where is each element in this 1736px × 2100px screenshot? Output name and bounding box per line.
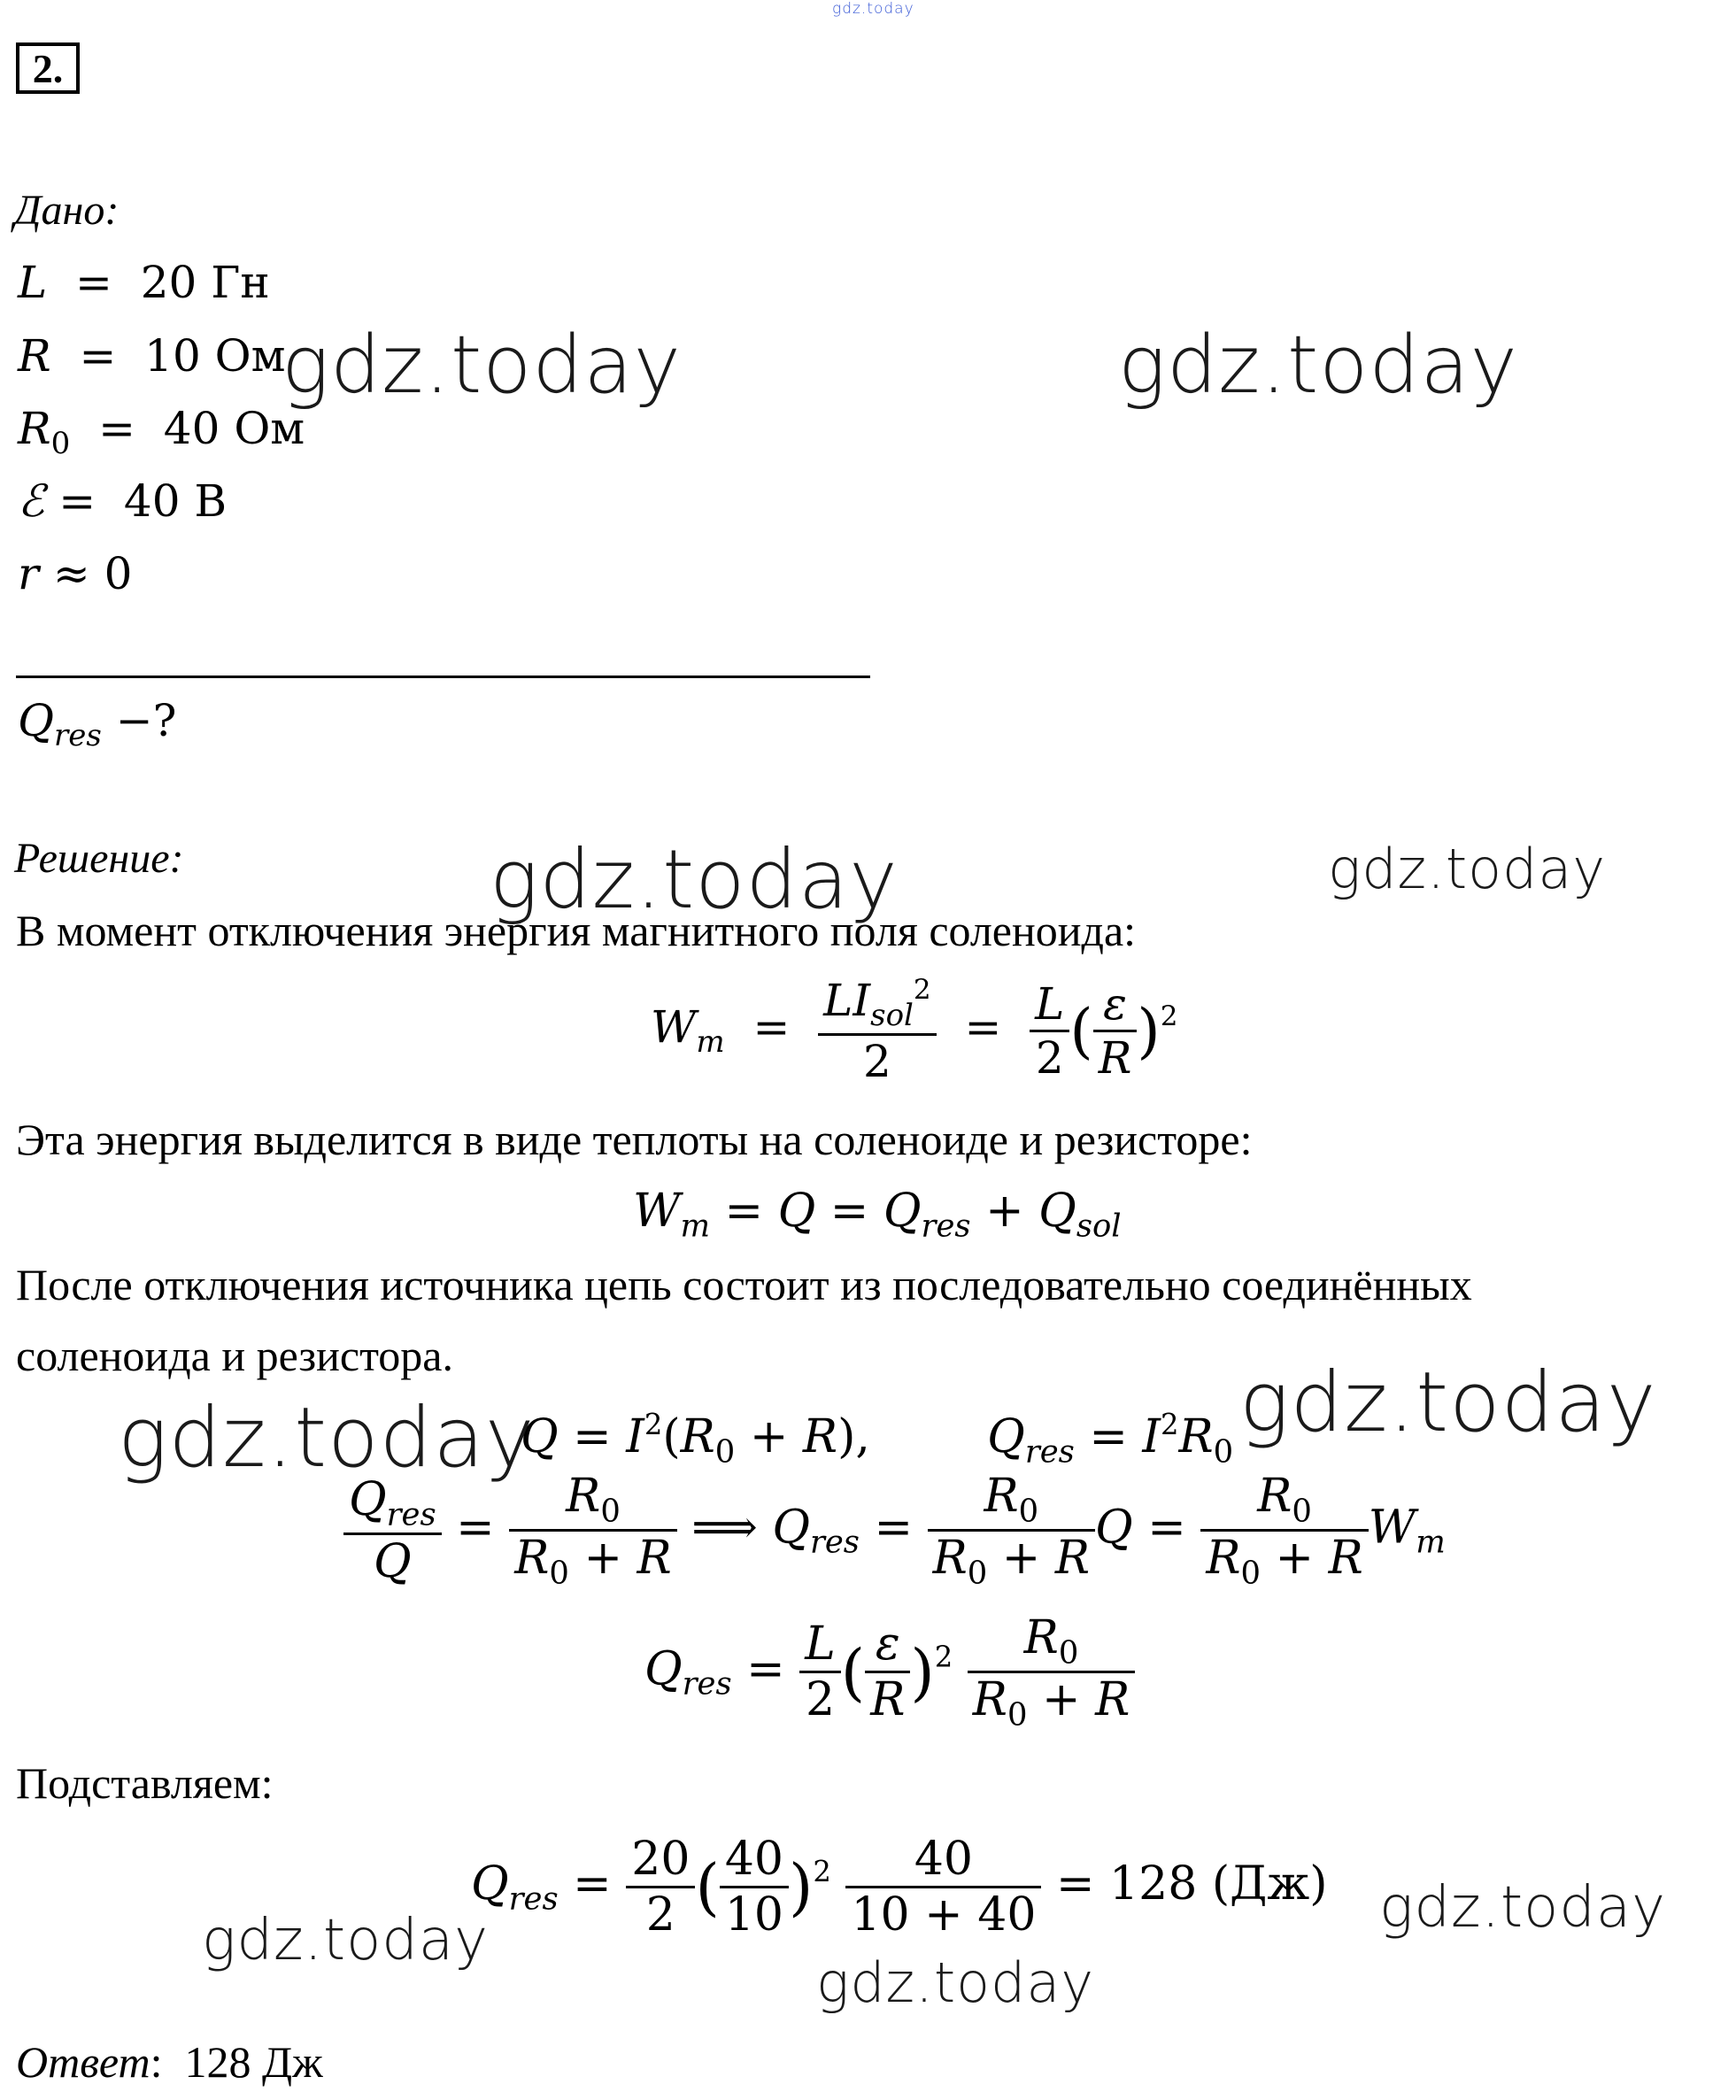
- given-L: L = 20 Гн: [18, 257, 270, 308]
- formula-Qres: $Q_{res}$ = $\frac{L}{2}$ ( $\frac{\varepsilon}{R}$ )$^2$ $\frac{R_0}{R_0 + R}$: [644, 1611, 1135, 1733]
- solution-paragraph-2: Эта энергия выделится в виде теплоты на соленоиде и резисторе:: [16, 1115, 1253, 1164]
- formula-ratio: $\frac{Q_{res}}{Q}$ = $\frac{R_0}{R_0 + R}$ ⟹ $Q_{res}$ = $\frac{R_0}{R_0 + R}$ Q = $\frac{R_0}{R_0 + R}$ $W_m$: [343, 1470, 1446, 1592]
- solution-paragraph-1: В момент отключения энергия магнитного поля соленоида:: [16, 906, 1137, 955]
- formula-energy: $W_m$ = $\frac{LI_{sol}^2}{2}$ = $\frac{L}{2}$ ( $\frac{\varepsilon}{R}$ )$^2$: [651, 974, 1178, 1088]
- watermark: gdz.today: [1239, 1355, 1657, 1451]
- formula-energy-balance: $W_m = Q = Q_{res} + Q_{sol}$: [633, 1185, 1122, 1245]
- given-R: R = 10 Ом: [18, 330, 286, 382]
- watermark: gdz.today: [1328, 837, 1607, 901]
- given-divider: [16, 676, 870, 678]
- find-Qres: $Q_{res}$ −?: [18, 695, 177, 753]
- solution-paragraph-3: После отключения источника цепь состоит из последовательно соединённых: [16, 1260, 1472, 1309]
- watermark: gdz.today: [1379, 1875, 1666, 1941]
- watermark: gdz.today: [816, 1950, 1095, 2015]
- answer: Ответ: 128 Дж: [16, 2037, 323, 2087]
- given-emf: ℰ = 40 В: [18, 475, 228, 527]
- watermark: gdz.today: [282, 319, 682, 412]
- problem-number: 2.: [16, 42, 80, 94]
- site-tag: gdz.today: [832, 0, 914, 18]
- solution-paragraph-4: Подставляем:: [16, 1758, 274, 1808]
- watermark: gdz.today: [1118, 319, 1518, 412]
- given-r: r ≈ 0: [18, 548, 133, 599]
- given-title: Дано:: [14, 187, 120, 234]
- watermark: gdz.today: [118, 1390, 536, 1486]
- given-R0: $R_0 = 40$ Ом: [18, 403, 305, 461]
- solution-paragraph-3b: соленоида и резистора.: [16, 1331, 453, 1380]
- solution-title: Решение:: [14, 835, 184, 882]
- formula-joule: $Q = I^2(R_0 + R)$, $Q_{res} = I^2R_0$: [521, 1408, 1234, 1471]
- watermark: gdz.today: [490, 832, 899, 927]
- watermark: gdz.today: [202, 1908, 489, 1973]
- formula-substitution: $Q_{res}$ = $\frac{20}{2}$ ( $\frac{40}{10}$ )$^2$ $\frac{40}{10 + 40}$ = 128 (Дж): [471, 1833, 1328, 1942]
